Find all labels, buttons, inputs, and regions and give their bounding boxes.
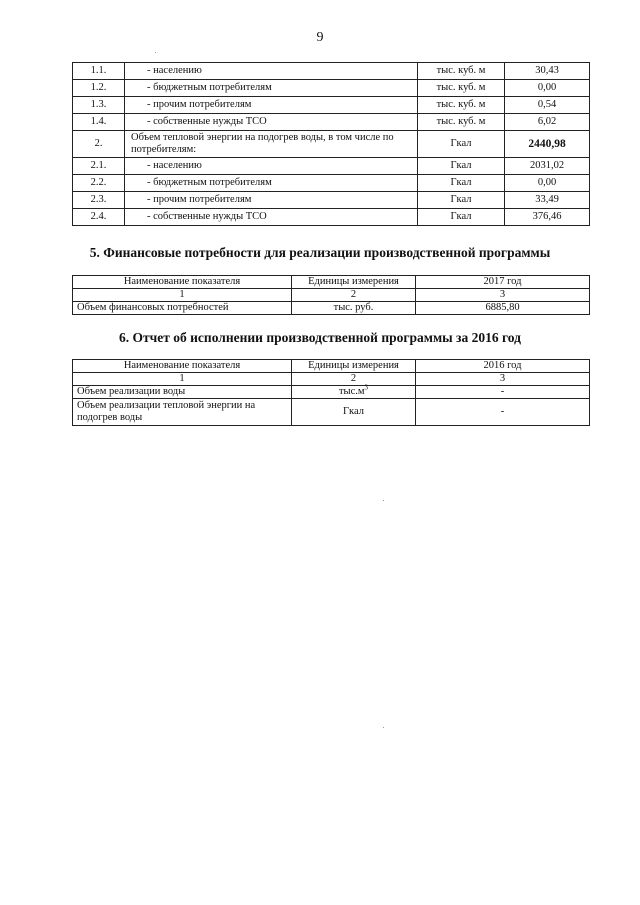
scan-speck xyxy=(383,500,384,501)
row-unit: тыс. куб. м xyxy=(418,63,505,80)
column-number: 1 xyxy=(73,289,292,302)
row-number: 2.4. xyxy=(73,209,125,226)
row-name: Объем реализации тепловой энергии на подогрев воды xyxy=(73,399,292,426)
row-unit: Гкал xyxy=(418,192,505,209)
row-name: Объем реализации воды xyxy=(73,386,292,399)
row-unit: Гкал xyxy=(292,399,416,426)
table-row xyxy=(73,80,590,97)
scan-speck xyxy=(155,52,156,53)
column-number: 1 xyxy=(73,373,292,386)
row-unit: Гкал xyxy=(418,209,505,226)
unit-text: тыс.м xyxy=(338,386,365,397)
row-name: - собственные нужды ТСО xyxy=(125,209,418,226)
column-number: 3 xyxy=(416,289,590,302)
table-header-row xyxy=(73,276,590,289)
column-header: Единицы измерения xyxy=(292,360,416,373)
column-number-row xyxy=(73,373,590,386)
row-value: - xyxy=(416,399,590,426)
row-name: - населению xyxy=(125,158,418,175)
row-unit xyxy=(292,383,416,399)
row-name: - прочим потребителям xyxy=(125,192,418,209)
row-value: 0,00 xyxy=(505,80,590,97)
row-value: 6,02 xyxy=(505,114,590,131)
column-number-row xyxy=(73,289,590,302)
table-row xyxy=(73,114,590,131)
row-name: - собственные нужды ТСО xyxy=(125,114,418,131)
section6-title: 6. Отчет об исполнении производственной программы за 2016 год xyxy=(119,330,521,345)
row-value: 0,54 xyxy=(505,97,590,114)
financial-needs-table xyxy=(72,275,590,315)
column-header: Наименование показателя xyxy=(73,360,292,373)
table-row xyxy=(73,302,590,315)
page-number: 9 xyxy=(316,30,324,45)
table-row xyxy=(73,63,590,80)
section5-title: 5. Финансовые потребности для реализации производственной программы xyxy=(89,245,551,260)
row-unit: тыс. куб. м xyxy=(418,97,505,114)
row-value: 6885,80 xyxy=(416,302,590,315)
table-header-row xyxy=(73,360,590,373)
row-value: 376,46 xyxy=(505,209,590,226)
row-number: 2.2. xyxy=(73,175,125,192)
table-row xyxy=(73,131,590,158)
row-name: - бюджетным потребителям xyxy=(125,80,418,97)
scan-speck xyxy=(383,727,384,728)
row-unit: Гкал xyxy=(418,175,505,192)
table-row xyxy=(73,175,590,192)
row-unit: тыс. руб. xyxy=(292,302,416,315)
column-header: Наименование показателя xyxy=(73,276,292,289)
row-number: 1.3. xyxy=(73,97,125,114)
table-row xyxy=(73,158,590,175)
row-number: 2. xyxy=(73,131,125,158)
column-header: Единицы измерения xyxy=(292,276,416,289)
row-value: - xyxy=(416,386,590,399)
table-row xyxy=(73,192,590,209)
table-row xyxy=(73,97,590,114)
row-unit: тыс. куб. м xyxy=(418,80,505,97)
row-value: 2031,02 xyxy=(505,158,590,175)
row-value: 2440,98 xyxy=(505,131,590,158)
unit-superscript: 3 xyxy=(364,383,369,392)
program-report-table xyxy=(72,359,590,426)
row-name: - населению xyxy=(125,63,418,80)
column-number: 3 xyxy=(416,373,590,386)
row-number: 1.1. xyxy=(73,63,125,80)
table-row xyxy=(73,399,590,426)
row-name: Объем финансовых потребностей xyxy=(73,302,292,315)
row-unit: тыс. куб. м xyxy=(418,114,505,131)
volume-table xyxy=(72,62,590,226)
row-value: 33,49 xyxy=(505,192,590,209)
row-number: 1.2. xyxy=(73,80,125,97)
column-number: 2 xyxy=(292,373,416,386)
row-value: 30,43 xyxy=(505,63,590,80)
column-header: 2017 год xyxy=(416,276,590,289)
row-unit: Гкал xyxy=(418,158,505,175)
row-number: 2.3. xyxy=(73,192,125,209)
table-row xyxy=(73,209,590,226)
row-unit: Гкал xyxy=(418,131,505,158)
column-number: 2 xyxy=(292,289,416,302)
row-name: - бюджетным потребителям xyxy=(125,175,418,192)
row-name: - прочим потребителям xyxy=(125,97,418,114)
column-header: 2016 год xyxy=(416,360,590,373)
table-row xyxy=(73,386,590,399)
row-number: 1.4. xyxy=(73,114,125,131)
row-name: Объем тепловой энергии на подогрев воды, в том числе по потребителям: xyxy=(125,131,418,158)
row-value: 0,00 xyxy=(505,175,590,192)
row-number: 2.1. xyxy=(73,158,125,175)
